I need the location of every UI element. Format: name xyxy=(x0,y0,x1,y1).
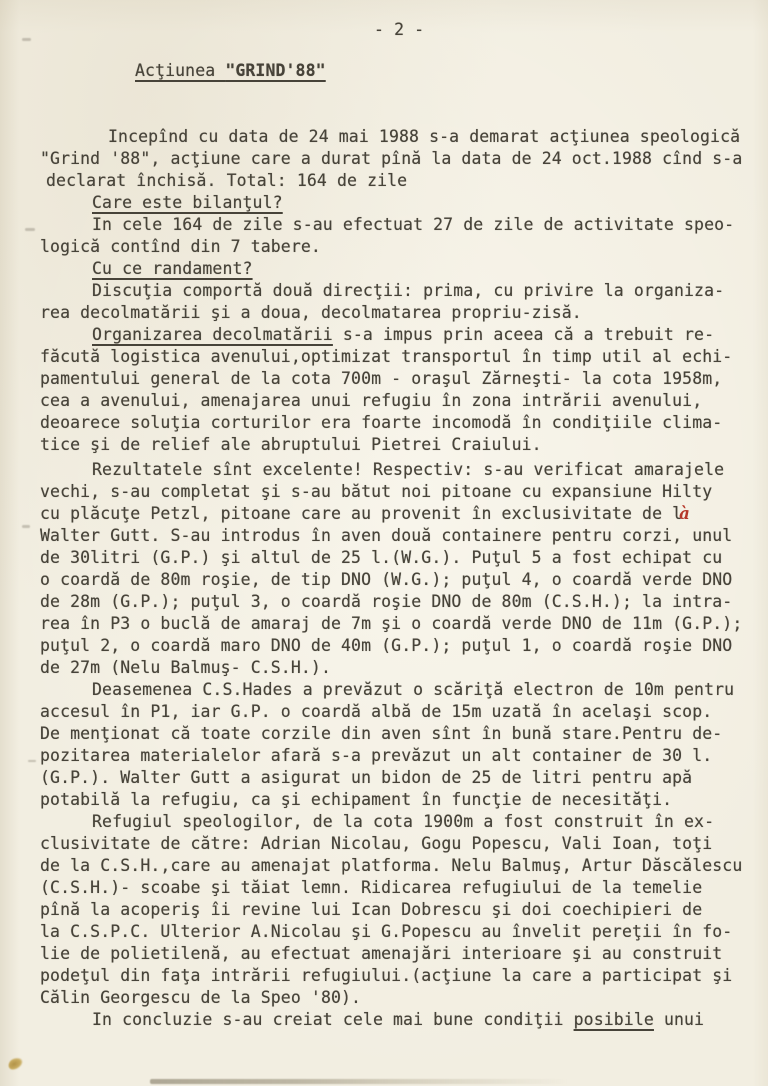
text-line: deoarece soluţia corturilor era foarte incomodă în condiţiile clima- xyxy=(40,413,723,432)
text-line: (C.S.H.)- scoabe şi tăiat lemn. Ridicarea refugiului de la temelie xyxy=(40,878,703,897)
text-line: de 27m (Nelu Balmuş- C.S.H.). xyxy=(40,658,331,677)
text-line: podeţul din faţa intrării refugiului.(acţiune la care a participat şi xyxy=(40,966,733,985)
text-line: Deasemenea C.S.Hades a prevăzut o scăriţă electron de 10m pentru xyxy=(92,680,735,699)
text-line: de 28m (G.P.); puţul 3, o coardă roşie DNO de 80m (C.S.H.); la intra- xyxy=(40,592,733,611)
text-line: puţul 2, o coardă maro DNO de 40m (G.P.); puţul 1, o coardă roşie DNO xyxy=(40,636,733,655)
page-number: - 2 - xyxy=(374,20,425,39)
text-line: Care este bilanţul? xyxy=(92,193,283,212)
text-line: accesul în P1, iar G.P. o coardă albă de 15m uzată în acelaşi scop. xyxy=(40,702,713,721)
text-line: făcută logistica avenului,optimizat transportul în timp util al echi- xyxy=(40,347,733,366)
text-line: pamentului general de la cota 700m - oraşul Zărneşti- la cota 1958m, xyxy=(40,369,723,388)
text-line: In cele 164 de zile s-au efectuat 27 de zile de activitate speo- xyxy=(92,215,735,234)
text-line: vechi, s-au completat şi s-au bătut noi pitoane cu expansiune Hilty xyxy=(40,482,713,501)
text-line: pozitarea materialelor afară s-a prevăzut un alt container de 30 l. xyxy=(40,746,713,765)
text-line: Rezultatele sînt excelente! Respectiv: s-au verificat amarajele xyxy=(92,460,725,479)
text-line: de 30litri (G.P.) şi altul de 25 l.(W.G.). Puţul 5 a fost echipat cu xyxy=(40,548,723,567)
text-line: "Grind '88", acţiune care a durat pînă la data de 24 oct.1988 cînd s-a xyxy=(40,149,743,168)
text-line: Walter Gutt. S-au introdus în aven două containere pentru corzi, unul xyxy=(40,526,733,545)
paper-mark xyxy=(28,760,36,762)
text-line: De menţionat că toate corzile din aven sînt în bună stare.Pentru de- xyxy=(40,724,723,743)
handwritten-correction: à xyxy=(679,504,690,523)
text-line: de la C.S.H.,care au amenajat platforma. Nelu Balmuş, Artur Dăscălescu xyxy=(40,856,743,875)
text-line: o coardă de 80m roşie, de tip DNO (W.G.); puţul 4, o coardă verde DNO xyxy=(40,570,733,589)
text-line: Organizarea decolmatării s-a impus prin aceea că a trebuit re- xyxy=(92,325,715,344)
paper-stain xyxy=(6,1055,24,1071)
text-line: Acţiunea "GRIND'88" xyxy=(135,61,326,80)
text-line: Incepînd cu data de 24 mai 1988 s-a demarat acţiunea speologică xyxy=(108,127,741,146)
text-line: rea în P3 o buclă de amaraj de 7m şi o coardă verde DNO de 11m (G.P.); xyxy=(40,614,743,633)
text-line: logică contînd din 7 tabere. xyxy=(40,237,321,256)
text-line: pînă la acoperiş îi revine lui Ican Dobrescu şi doi coechipieri de xyxy=(40,900,703,919)
document-body xyxy=(40,60,758,1031)
paper-mark xyxy=(25,228,35,231)
text-line: potabilă la refugiu, ca şi echipament în funcţie de necesităţi. xyxy=(40,790,673,809)
text-line: Cu ce randament? xyxy=(92,259,253,278)
text-line: tice şi de relief ale abruptului Pietrei Craiului. xyxy=(40,435,542,454)
text-line: rea decolmatării şi a doua, decolmatarea propriu-zisă. xyxy=(40,303,582,322)
scan-shadow-bar xyxy=(150,1079,568,1084)
text-line: In concluzie s-au creiat cele mai bune condiţii posibile unui xyxy=(92,1010,705,1029)
text-line: clusivitate de către: Adrian Nicolau, Gogu Popescu, Vali Ioan, toţi xyxy=(40,834,713,853)
text-line: Refugiul speologilor, de la cota 1900m a fost construit în ex- xyxy=(92,812,715,831)
text-line: Discuţia comportă două direcţii: prima, cu privire la organiza- xyxy=(92,281,725,300)
text-line: cu plăcuţe Petzl, pitoane care au provenit în exclusivitate de là xyxy=(40,504,690,523)
text-line: Călin Georgescu de la Speo '80). xyxy=(40,988,362,1007)
text-line: la C.S.P.C. Ulterior A.Nicolau şi G.Popescu au învelit pereţii în fo- xyxy=(40,922,733,941)
text-line: declarat închisă. Total: 164 de zile xyxy=(46,171,408,190)
text-line: lie de polietilenă, au efectuat amenajări interioare şi au construit xyxy=(40,944,723,963)
text-line: cea a avenului, amenajarea unui refugiu în zona intrării avenului, xyxy=(40,391,703,410)
paper-mark xyxy=(22,38,31,41)
text-line: (G.P.). Walter Gutt a asigurat un bidon de 25 de litri pentru apă xyxy=(40,768,693,787)
paper-mark xyxy=(22,525,30,528)
